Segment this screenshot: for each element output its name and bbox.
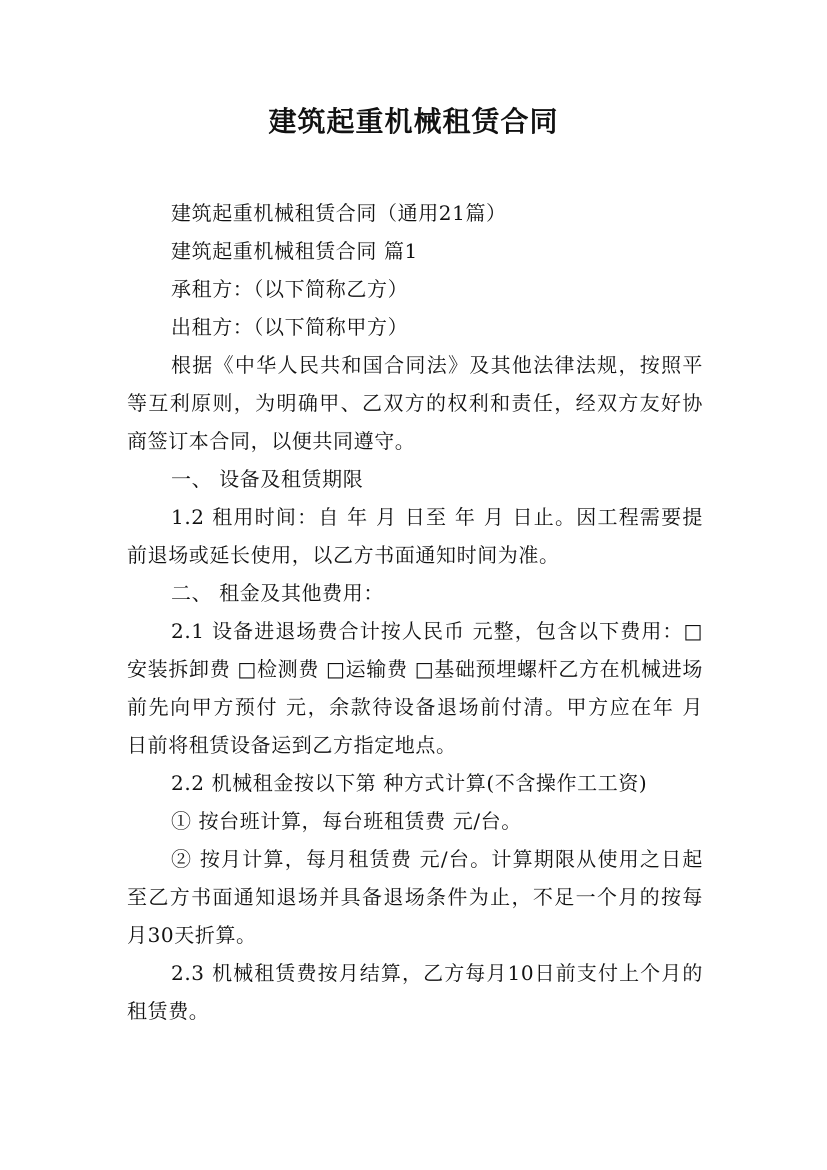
- document-title: 建筑起重机械租赁合同: [268, 105, 559, 138]
- clause-1-2: 1.2 租用时间：自 年 月 日至 年 月 日止。因工程需要提前退场或延长使用，以乙方书面通知时间为准。: [127, 505, 703, 567]
- section-heading-1: 一、 设备及租赁期限: [171, 467, 364, 491]
- paragraph-preamble: 根据《中华人民共和国合同法》及其他法律法规，按照平等互利原则，为明确甲、乙双方的权利和责任，经双方友好协商签订本合同，以便共同遵守。: [127, 353, 703, 453]
- clause-2-2-option-1: ① 按台班计算，每台班租赁费 元/台。: [171, 809, 522, 833]
- paragraph-lessee: 承租方：（以下简称乙方）: [171, 277, 409, 301]
- document-body: [127, 194, 703, 1030]
- paragraph-subtitle: 建筑起重机械租赁合同（通用21篇）: [171, 201, 507, 225]
- clause-2-2: 2.2 机械租金按以下第 种方式计算(不含操作工工资): [171, 771, 648, 795]
- clause-2-2-option-2: ② 按月计算，每月租赁费 元/台。计算期限从使用之日起至乙方书面通知退场并具备退场条件为止，不足一个月的按每月30天折算。: [127, 847, 703, 947]
- paragraph-lessor: 出租方：（以下简称甲方）: [171, 315, 409, 339]
- clause-2-1: 2.1 设备进退场费合计按人民币 元整，包含以下费用：□安装拆卸费 □检测费 □运输费 □基础预埋螺杆乙方在机械进场前先向甲方预付 元，余款待设备退场前付清。甲方应在年 月 日前将租赁设备运到乙方指定地点。: [127, 619, 703, 757]
- paragraph-part-heading: 建筑起重机械租赁合同 篇1: [171, 239, 418, 263]
- clause-2-3: 2.3 机械租赁费按月结算，乙方每月10日前支付上个月的租赁费。: [127, 961, 703, 1023]
- section-heading-2: 二、 租金及其他费用：: [171, 581, 384, 605]
